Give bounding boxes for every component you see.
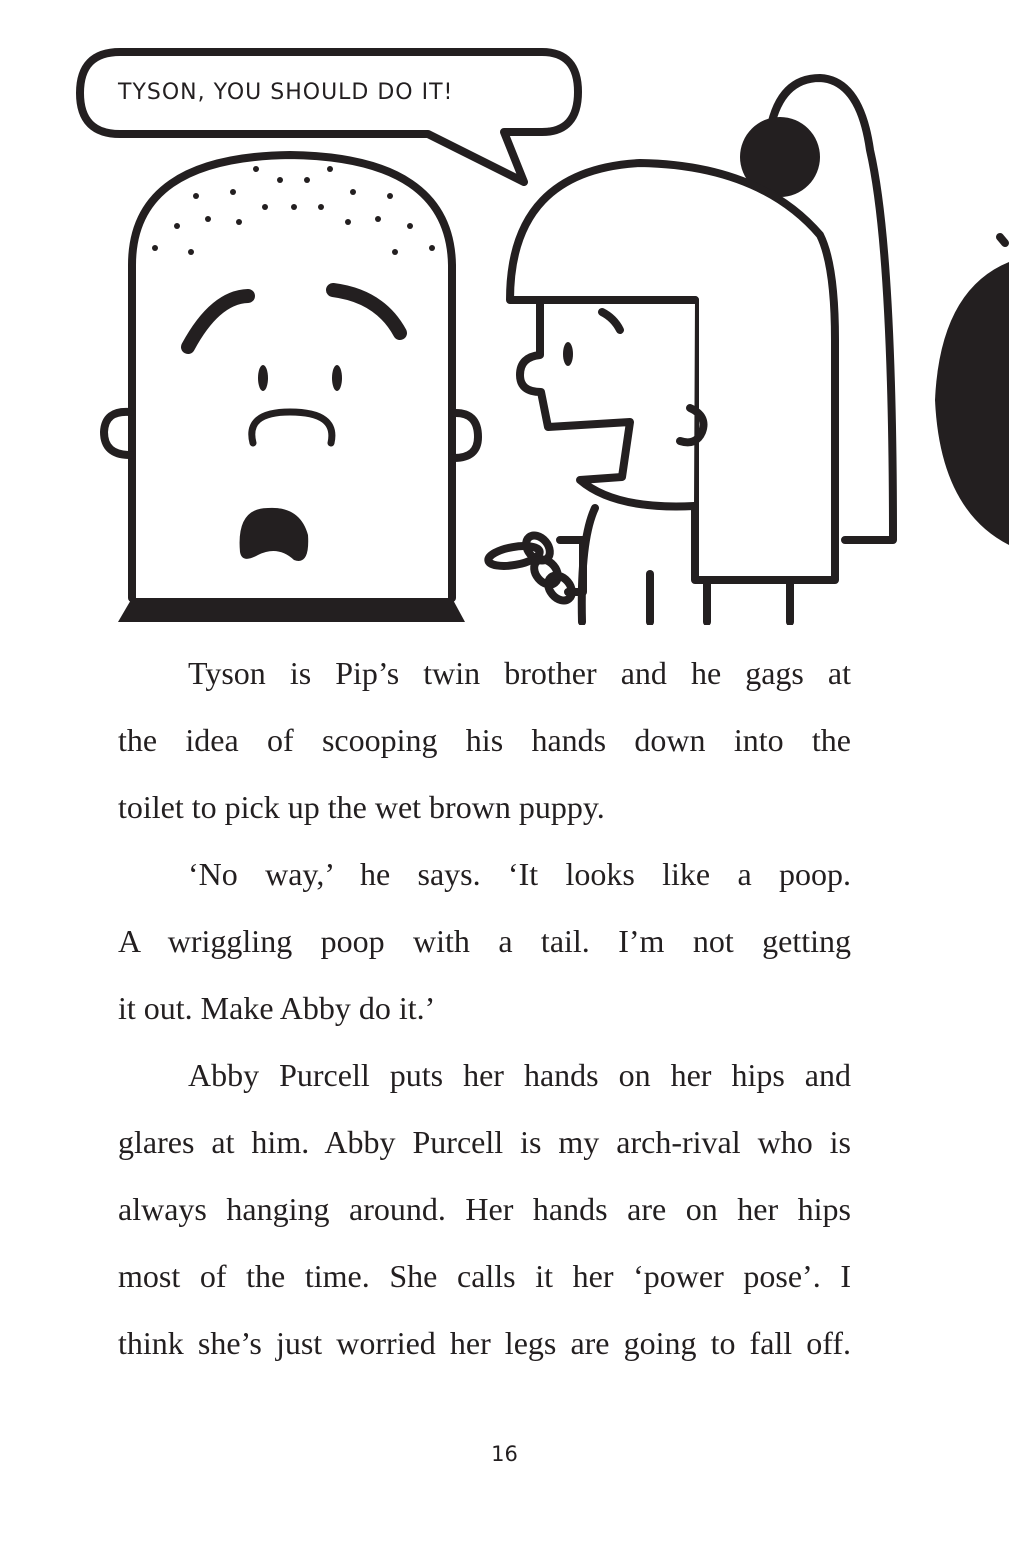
speech-bubble-text: TYSON, YOU SHOULD DO IT! [118, 80, 454, 105]
text-line: Tyson is Pip’s twin brother and he gags at [188, 655, 851, 691]
text-line: Abby Purcell puts her hands on her hips and [188, 1057, 851, 1093]
paragraph [118, 640, 851, 841]
cropped-black-shape [935, 262, 1009, 545]
abby-face [520, 300, 695, 506]
text-line: toilet to pick up the wet brown puppy. [118, 789, 605, 825]
text-line: glares at him. Abby Purcell is my arch-rival who is [118, 1124, 851, 1160]
paragraph [118, 841, 851, 1042]
text-line: most of the time. She calls it her ‘power pose’. I [118, 1258, 851, 1294]
text-line: think she’s just worried her legs are going to fall off. [118, 1325, 851, 1361]
text-line: always hanging around. Her hands are on her hips [118, 1191, 851, 1227]
body-text [118, 640, 851, 1377]
text-line: A wriggling poop with a tail. I’m not getting [118, 923, 851, 959]
page-number: 16 [491, 1442, 518, 1466]
text-line: it out. Make Abby do it.’ [118, 990, 436, 1026]
text-line: the idea of scooping his hands down into the [118, 722, 851, 758]
text-line: ‘No way,’ he says. ‘It looks like a poop. [188, 856, 851, 892]
paragraph [118, 1042, 851, 1377]
